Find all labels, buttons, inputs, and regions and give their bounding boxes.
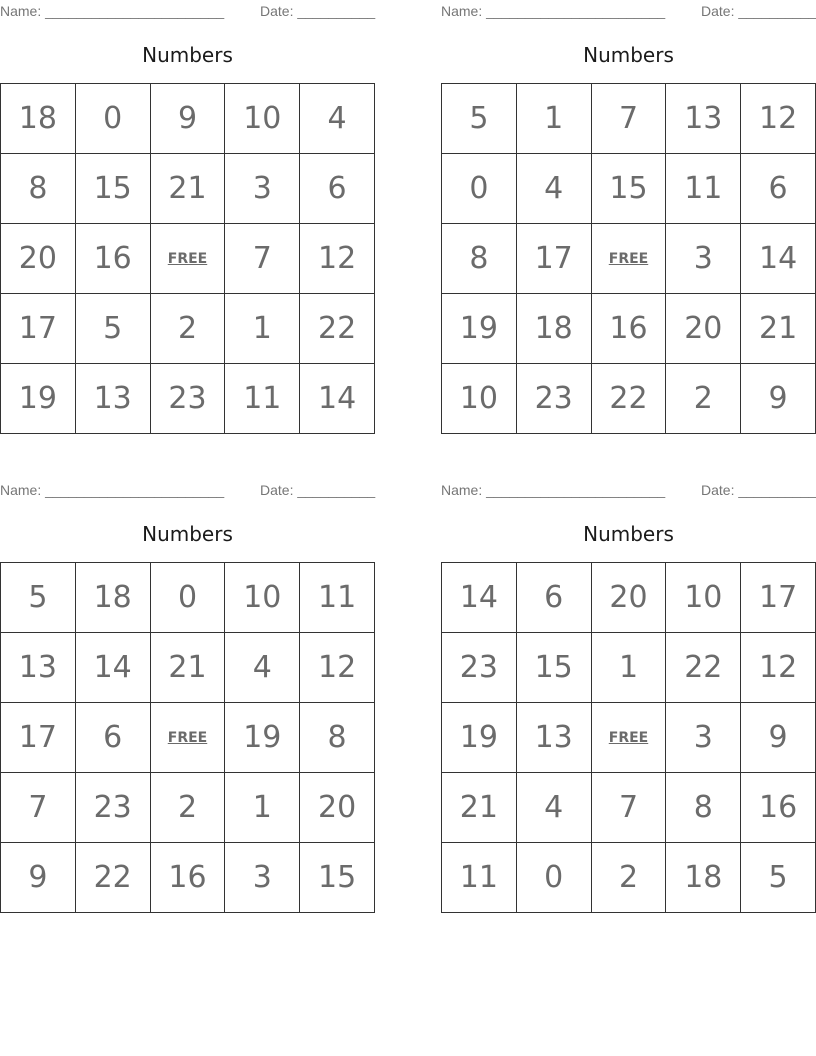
number-cell: 4 — [225, 633, 300, 703]
number-cell: 6 — [741, 154, 816, 224]
name-field-label: Name: _______________________ — [0, 3, 225, 19]
number-cell: 21 — [151, 154, 226, 224]
number-cell: 21 — [741, 294, 816, 364]
number-cell: 13 — [666, 84, 741, 154]
date-field-label: Date: __________ — [701, 3, 816, 19]
number-cell: 1 — [592, 633, 667, 703]
number-cell: 9 — [151, 84, 226, 154]
bingo-grid — [0, 83, 375, 434]
bingo-grid — [0, 562, 375, 913]
number-cell: 7 — [225, 224, 300, 294]
number-cell: 0 — [517, 843, 592, 913]
bingo-grid — [441, 83, 816, 434]
number-cell: 16 — [151, 843, 226, 913]
number-cell: 6 — [517, 563, 592, 633]
number-cell: 15 — [592, 154, 667, 224]
bingo-grid — [441, 562, 816, 913]
free-space-cell: FREE — [151, 224, 226, 294]
number-cell: 2 — [666, 364, 741, 434]
number-cell: 11 — [666, 154, 741, 224]
bingo-card — [0, 479, 375, 913]
number-cell: 8 — [300, 703, 375, 773]
number-cell: 8 — [442, 224, 517, 294]
number-cell: 13 — [76, 364, 151, 434]
number-cell: 2 — [151, 294, 226, 364]
number-cell: 20 — [300, 773, 375, 843]
number-cell: 22 — [592, 364, 667, 434]
number-cell: 18 — [1, 84, 76, 154]
number-cell: 20 — [1, 224, 76, 294]
number-cell: 10 — [225, 84, 300, 154]
number-cell: 18 — [666, 843, 741, 913]
number-cell: 10 — [442, 364, 517, 434]
number-cell: 18 — [76, 563, 151, 633]
number-cell: 14 — [442, 563, 517, 633]
number-cell: 17 — [741, 563, 816, 633]
free-space-cell: FREE — [592, 703, 667, 773]
number-cell: 18 — [517, 294, 592, 364]
number-cell: 23 — [76, 773, 151, 843]
number-cell: 5 — [1, 563, 76, 633]
number-cell: 17 — [1, 703, 76, 773]
number-cell: 10 — [666, 563, 741, 633]
number-cell: 1 — [517, 84, 592, 154]
name-field-label: Name: _______________________ — [0, 482, 225, 498]
number-cell: 23 — [442, 633, 517, 703]
card-title: Numbers — [583, 522, 674, 546]
number-cell: 12 — [741, 633, 816, 703]
number-cell: 10 — [225, 563, 300, 633]
card-title: Numbers — [142, 522, 233, 546]
number-cell: 9 — [741, 364, 816, 434]
number-cell: 0 — [76, 84, 151, 154]
number-cell: 23 — [517, 364, 592, 434]
number-cell: 4 — [517, 154, 592, 224]
number-cell: 22 — [300, 294, 375, 364]
number-cell: 21 — [151, 633, 226, 703]
number-cell: 6 — [76, 703, 151, 773]
number-cell: 11 — [300, 563, 375, 633]
number-cell: 11 — [225, 364, 300, 434]
number-cell: 2 — [592, 843, 667, 913]
number-cell: 17 — [1, 294, 76, 364]
number-cell: 23 — [151, 364, 226, 434]
number-cell: 5 — [741, 843, 816, 913]
number-cell: 16 — [741, 773, 816, 843]
number-cell: 1 — [225, 773, 300, 843]
name-field-label: Name: _______________________ — [441, 3, 666, 19]
number-cell: 16 — [76, 224, 151, 294]
number-cell: 9 — [741, 703, 816, 773]
number-cell: 3 — [225, 154, 300, 224]
date-field-label: Date: __________ — [260, 482, 376, 498]
number-cell: 15 — [300, 843, 375, 913]
number-cell: 11 — [442, 843, 517, 913]
number-cell: 20 — [592, 563, 667, 633]
number-cell: 22 — [76, 843, 151, 913]
number-cell: 13 — [517, 703, 592, 773]
number-cell: 12 — [741, 84, 816, 154]
card-title: Numbers — [142, 43, 233, 67]
number-cell: 20 — [666, 294, 741, 364]
number-cell: 8 — [666, 773, 741, 843]
number-cell: 12 — [300, 633, 375, 703]
number-cell: 2 — [151, 773, 226, 843]
number-cell: 4 — [517, 773, 592, 843]
number-cell: 4 — [300, 84, 375, 154]
number-cell: 19 — [442, 703, 517, 773]
number-cell: 14 — [300, 364, 375, 434]
number-cell: 5 — [76, 294, 151, 364]
number-cell: 0 — [151, 563, 226, 633]
number-cell: 21 — [442, 773, 517, 843]
bingo-card — [441, 0, 816, 434]
number-cell: 22 — [666, 633, 741, 703]
number-cell: 15 — [517, 633, 592, 703]
number-cell: 6 — [300, 154, 375, 224]
number-cell: 12 — [300, 224, 375, 294]
number-cell: 19 — [1, 364, 76, 434]
number-cell: 19 — [442, 294, 517, 364]
number-cell: 1 — [225, 294, 300, 364]
number-cell: 3 — [666, 703, 741, 773]
date-field-label: Date: __________ — [260, 3, 376, 19]
free-space-cell: FREE — [592, 224, 667, 294]
number-cell: 7 — [592, 773, 667, 843]
number-cell: 3 — [666, 224, 741, 294]
number-cell: 7 — [592, 84, 667, 154]
number-cell: 0 — [442, 154, 517, 224]
number-cell: 14 — [76, 633, 151, 703]
date-field-label: Date: __________ — [701, 482, 816, 498]
bingo-card — [0, 0, 375, 434]
number-cell: 3 — [225, 843, 300, 913]
number-cell: 7 — [1, 773, 76, 843]
number-cell: 17 — [517, 224, 592, 294]
number-cell: 14 — [741, 224, 816, 294]
number-cell: 15 — [76, 154, 151, 224]
name-field-label: Name: _______________________ — [441, 482, 666, 498]
number-cell: 13 — [1, 633, 76, 703]
card-title: Numbers — [583, 43, 674, 67]
free-space-cell: FREE — [151, 703, 226, 773]
number-cell: 16 — [592, 294, 667, 364]
number-cell: 9 — [1, 843, 76, 913]
number-cell: 8 — [1, 154, 76, 224]
number-cell: 5 — [442, 84, 517, 154]
bingo-card — [441, 479, 816, 913]
number-cell: 19 — [225, 703, 300, 773]
